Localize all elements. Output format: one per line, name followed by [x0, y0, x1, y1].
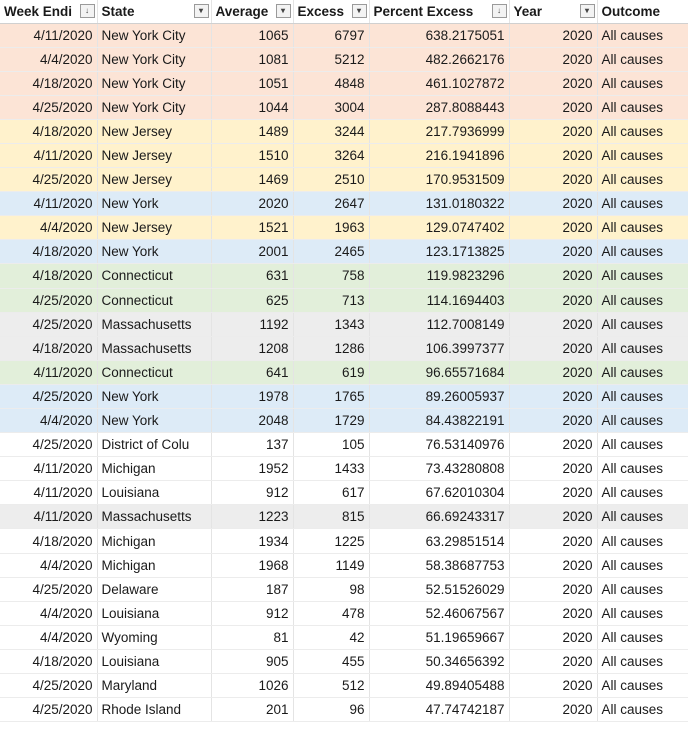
table-row[interactable] — [0, 649, 688, 673]
cell-week-ending[interactable]: 4/11/2020 — [0, 192, 97, 216]
cell-excess[interactable]: 758 — [293, 264, 369, 288]
cell-average[interactable]: 1489 — [211, 119, 293, 143]
table-row[interactable] — [0, 384, 688, 408]
cell-percent-excess[interactable]: 63.29851514 — [369, 529, 509, 553]
cell-outcome[interactable]: All causes — [597, 649, 688, 673]
cell-state[interactable]: Louisiana — [97, 481, 211, 505]
column-header-outcome[interactable] — [597, 0, 688, 23]
cell-average[interactable]: 625 — [211, 288, 293, 312]
column-header-average[interactable] — [211, 0, 293, 23]
cell-outcome[interactable]: All causes — [597, 698, 688, 722]
column-header-label: Percent Excess — [373, 3, 474, 19]
cell-year[interactable]: 2020 — [509, 23, 597, 47]
cell-year[interactable]: 2020 — [509, 168, 597, 192]
cell-average[interactable]: 912 — [211, 601, 293, 625]
cell-percent-excess[interactable]: 51.19659667 — [369, 625, 509, 649]
cell-outcome[interactable]: All causes — [597, 23, 688, 47]
table-row[interactable] — [0, 71, 688, 95]
cell-week-ending[interactable]: 4/25/2020 — [0, 95, 97, 119]
cell-average[interactable]: 641 — [211, 360, 293, 384]
cell-year[interactable]: 2020 — [509, 649, 597, 673]
cell-average[interactable]: 1521 — [211, 216, 293, 240]
cell-state[interactable]: Massachusetts — [97, 505, 211, 529]
cell-state[interactable]: New York City — [97, 95, 211, 119]
cell-average[interactable]: 1952 — [211, 457, 293, 481]
table-row[interactable] — [0, 264, 688, 288]
cell-percent-excess[interactable]: 50.34656392 — [369, 649, 509, 673]
cell-state[interactable]: New York City — [97, 47, 211, 71]
cell-state[interactable]: New York — [97, 409, 211, 433]
cell-year[interactable]: 2020 — [509, 288, 597, 312]
cell-percent-excess[interactable]: 123.1713825 — [369, 240, 509, 264]
cell-excess[interactable]: 1963 — [293, 216, 369, 240]
cell-excess[interactable]: 1433 — [293, 457, 369, 481]
cell-week-ending[interactable]: 4/25/2020 — [0, 312, 97, 336]
sort-desc-icon[interactable]: ↓ — [492, 4, 507, 18]
cell-percent-excess[interactable]: 96.65571684 — [369, 360, 509, 384]
cell-percent-excess[interactable]: 129.0747402 — [369, 216, 509, 240]
table-row[interactable] — [0, 698, 688, 722]
cell-average[interactable]: 1026 — [211, 674, 293, 698]
cell-state[interactable]: District of Colu — [97, 433, 211, 457]
cell-excess[interactable]: 98 — [293, 577, 369, 601]
cell-percent-excess[interactable]: 67.62010304 — [369, 481, 509, 505]
cell-excess[interactable]: 455 — [293, 649, 369, 673]
cell-excess[interactable]: 42 — [293, 625, 369, 649]
header-row — [0, 0, 688, 23]
cell-excess[interactable]: 619 — [293, 360, 369, 384]
cell-average[interactable]: 2020 — [211, 192, 293, 216]
cell-excess[interactable]: 713 — [293, 288, 369, 312]
cell-week-ending[interactable]: 4/18/2020 — [0, 71, 97, 95]
cell-week-ending[interactable]: 4/18/2020 — [0, 240, 97, 264]
cell-outcome[interactable]: All causes — [597, 336, 688, 360]
cell-excess[interactable]: 3004 — [293, 95, 369, 119]
table-row[interactable] — [0, 312, 688, 336]
cell-average[interactable]: 187 — [211, 577, 293, 601]
cell-excess[interactable]: 617 — [293, 481, 369, 505]
filter-dropdown-icon[interactable]: ▾ — [352, 4, 367, 18]
cell-outcome[interactable]: All causes — [597, 457, 688, 481]
cell-average[interactable]: 1510 — [211, 143, 293, 167]
cell-percent-excess[interactable]: 106.3997377 — [369, 336, 509, 360]
cell-outcome[interactable]: All causes — [597, 264, 688, 288]
cell-state[interactable]: New Jersey — [97, 119, 211, 143]
cell-week-ending[interactable]: 4/18/2020 — [0, 529, 97, 553]
cell-year[interactable]: 2020 — [509, 47, 597, 71]
cell-percent-excess[interactable]: 89.26005937 — [369, 384, 509, 408]
cell-excess[interactable]: 2647 — [293, 192, 369, 216]
cell-year[interactable]: 2020 — [509, 71, 597, 95]
cell-outcome[interactable]: All causes — [597, 143, 688, 167]
cell-excess[interactable]: 1149 — [293, 553, 369, 577]
cell-year[interactable]: 2020 — [509, 409, 597, 433]
cell-year[interactable]: 2020 — [509, 264, 597, 288]
cell-week-ending[interactable]: 4/4/2020 — [0, 216, 97, 240]
cell-state[interactable]: Rhode Island — [97, 698, 211, 722]
cell-year[interactable]: 2020 — [509, 698, 597, 722]
cell-percent-excess[interactable]: 170.9531509 — [369, 168, 509, 192]
column-header-label: Week Endi — [4, 3, 73, 19]
cell-average[interactable]: 1469 — [211, 168, 293, 192]
cell-state[interactable]: Massachusetts — [97, 336, 211, 360]
cell-state[interactable]: New York City — [97, 23, 211, 47]
cell-week-ending[interactable]: 4/4/2020 — [0, 601, 97, 625]
cell-state[interactable]: New York City — [97, 71, 211, 95]
cell-average[interactable]: 1065 — [211, 23, 293, 47]
cell-percent-excess[interactable]: 52.51526029 — [369, 577, 509, 601]
cell-week-ending[interactable]: 4/25/2020 — [0, 698, 97, 722]
cell-excess[interactable]: 4848 — [293, 71, 369, 95]
cell-state[interactable]: Connecticut — [97, 360, 211, 384]
cell-week-ending[interactable]: 4/11/2020 — [0, 505, 97, 529]
cell-state[interactable]: Michigan — [97, 529, 211, 553]
cell-year[interactable]: 2020 — [509, 119, 597, 143]
cell-excess[interactable]: 1729 — [293, 409, 369, 433]
cell-week-ending[interactable]: 4/25/2020 — [0, 674, 97, 698]
cell-percent-excess[interactable]: 66.69243317 — [369, 505, 509, 529]
cell-average[interactable]: 81 — [211, 625, 293, 649]
cell-excess[interactable]: 1765 — [293, 384, 369, 408]
cell-state[interactable]: Massachusetts — [97, 312, 211, 336]
cell-average[interactable]: 912 — [211, 481, 293, 505]
cell-state[interactable]: Louisiana — [97, 649, 211, 673]
table-row[interactable] — [0, 216, 688, 240]
cell-outcome[interactable]: All causes — [597, 553, 688, 577]
cell-week-ending[interactable]: 4/11/2020 — [0, 481, 97, 505]
cell-outcome[interactable]: All causes — [597, 71, 688, 95]
cell-excess[interactable]: 3244 — [293, 119, 369, 143]
table-row[interactable] — [0, 240, 688, 264]
cell-year[interactable]: 2020 — [509, 601, 597, 625]
cell-average[interactable]: 631 — [211, 264, 293, 288]
cell-excess[interactable]: 105 — [293, 433, 369, 457]
cell-week-ending[interactable]: 4/25/2020 — [0, 384, 97, 408]
cell-outcome[interactable]: All causes — [597, 481, 688, 505]
table-row[interactable] — [0, 625, 688, 649]
table-row[interactable] — [0, 119, 688, 143]
cell-average[interactable]: 1978 — [211, 384, 293, 408]
cell-outcome[interactable]: All causes — [597, 577, 688, 601]
cell-week-ending[interactable]: 4/18/2020 — [0, 336, 97, 360]
cell-year[interactable]: 2020 — [509, 384, 597, 408]
cell-year[interactable]: 2020 — [509, 95, 597, 119]
cell-average[interactable]: 1208 — [211, 336, 293, 360]
cell-week-ending[interactable]: 4/18/2020 — [0, 119, 97, 143]
cell-year[interactable]: 2020 — [509, 625, 597, 649]
cell-week-ending[interactable]: 4/18/2020 — [0, 649, 97, 673]
cell-outcome[interactable]: All causes — [597, 168, 688, 192]
cell-state[interactable]: New Jersey — [97, 168, 211, 192]
cell-average[interactable]: 1223 — [211, 505, 293, 529]
cell-week-ending[interactable]: 4/4/2020 — [0, 409, 97, 433]
cell-outcome[interactable]: All causes — [597, 384, 688, 408]
cell-state[interactable]: Wyoming — [97, 625, 211, 649]
cell-outcome[interactable]: All causes — [597, 409, 688, 433]
column-header-percent-excess[interactable] — [369, 0, 509, 23]
table-row[interactable] — [0, 481, 688, 505]
column-header-state[interactable] — [97, 0, 211, 23]
cell-average[interactable]: 137 — [211, 433, 293, 457]
cell-outcome[interactable]: All causes — [597, 240, 688, 264]
cell-year[interactable]: 2020 — [509, 481, 597, 505]
table-row[interactable] — [0, 47, 688, 71]
cell-year[interactable]: 2020 — [509, 216, 597, 240]
filter-dropdown-icon[interactable]: ▾ — [580, 4, 595, 18]
cell-average[interactable]: 1192 — [211, 312, 293, 336]
cell-percent-excess[interactable]: 76.53140976 — [369, 433, 509, 457]
table-row[interactable] — [0, 360, 688, 384]
cell-outcome[interactable]: All causes — [597, 119, 688, 143]
cell-percent-excess[interactable]: 119.9823296 — [369, 264, 509, 288]
cell-state[interactable]: New York — [97, 192, 211, 216]
table-row[interactable] — [0, 336, 688, 360]
cell-week-ending[interactable]: 4/11/2020 — [0, 360, 97, 384]
cell-excess[interactable]: 5212 — [293, 47, 369, 71]
cell-average[interactable]: 1051 — [211, 71, 293, 95]
cell-week-ending[interactable]: 4/25/2020 — [0, 577, 97, 601]
table-row[interactable] — [0, 529, 688, 553]
cell-excess[interactable]: 3264 — [293, 143, 369, 167]
cell-week-ending[interactable]: 4/11/2020 — [0, 457, 97, 481]
cell-year[interactable]: 2020 — [509, 577, 597, 601]
cell-outcome[interactable]: All causes — [597, 529, 688, 553]
cell-outcome[interactable]: All causes — [597, 216, 688, 240]
column-header-year[interactable] — [509, 0, 597, 23]
cell-average[interactable]: 1044 — [211, 95, 293, 119]
table-row[interactable] — [0, 433, 688, 457]
table-row[interactable] — [0, 553, 688, 577]
cell-week-ending[interactable]: 4/11/2020 — [0, 23, 97, 47]
cell-average[interactable]: 1081 — [211, 47, 293, 71]
column-header-label: Outcome — [601, 3, 661, 19]
cell-week-ending[interactable]: 4/4/2020 — [0, 47, 97, 71]
cell-state[interactable]: Michigan — [97, 457, 211, 481]
cell-average[interactable]: 1968 — [211, 553, 293, 577]
cell-average[interactable]: 2048 — [211, 409, 293, 433]
cell-percent-excess[interactable]: 47.74742187 — [369, 698, 509, 722]
cell-outcome[interactable]: All causes — [597, 312, 688, 336]
cell-outcome[interactable]: All causes — [597, 95, 688, 119]
cell-percent-excess[interactable]: 112.7008149 — [369, 312, 509, 336]
table-row[interactable] — [0, 601, 688, 625]
cell-year[interactable]: 2020 — [509, 553, 597, 577]
cell-excess[interactable]: 1343 — [293, 312, 369, 336]
cell-percent-excess[interactable]: 84.43822191 — [369, 409, 509, 433]
cell-percent-excess[interactable]: 49.89405488 — [369, 674, 509, 698]
cell-week-ending[interactable]: 4/25/2020 — [0, 433, 97, 457]
cell-excess[interactable]: 2510 — [293, 168, 369, 192]
cell-state[interactable]: Michigan — [97, 553, 211, 577]
cell-outcome[interactable]: All causes — [597, 47, 688, 71]
cell-excess[interactable]: 2465 — [293, 240, 369, 264]
cell-year[interactable]: 2020 — [509, 505, 597, 529]
cell-state[interactable]: New York — [97, 384, 211, 408]
cell-excess[interactable]: 512 — [293, 674, 369, 698]
cell-outcome[interactable]: All causes — [597, 625, 688, 649]
table-body — [0, 23, 688, 722]
cell-year[interactable]: 2020 — [509, 336, 597, 360]
cell-excess[interactable]: 815 — [293, 505, 369, 529]
cell-percent-excess[interactable]: 114.1694403 — [369, 288, 509, 312]
cell-state[interactable]: New Jersey — [97, 143, 211, 167]
cell-state[interactable]: Connecticut — [97, 288, 211, 312]
table-row[interactable] — [0, 505, 688, 529]
cell-outcome[interactable]: All causes — [597, 505, 688, 529]
cell-year[interactable]: 2020 — [509, 192, 597, 216]
cell-average[interactable]: 201 — [211, 698, 293, 722]
cell-outcome[interactable]: All causes — [597, 601, 688, 625]
cell-state[interactable]: Louisiana — [97, 601, 211, 625]
cell-percent-excess[interactable]: 216.1941896 — [369, 143, 509, 167]
column-header-excess[interactable] — [293, 0, 369, 23]
cell-percent-excess[interactable]: 287.8088443 — [369, 95, 509, 119]
cell-week-ending[interactable]: 4/4/2020 — [0, 553, 97, 577]
cell-state[interactable]: Maryland — [97, 674, 211, 698]
cell-state[interactable]: New York — [97, 240, 211, 264]
cell-percent-excess[interactable]: 217.7936999 — [369, 119, 509, 143]
cell-average[interactable]: 905 — [211, 649, 293, 673]
cell-excess[interactable]: 478 — [293, 601, 369, 625]
column-header-label: Average — [215, 3, 269, 19]
cell-year[interactable]: 2020 — [509, 312, 597, 336]
cell-percent-excess[interactable]: 52.46067567 — [369, 601, 509, 625]
cell-percent-excess[interactable]: 461.1027872 — [369, 71, 509, 95]
cell-year[interactable]: 2020 — [509, 457, 597, 481]
cell-percent-excess[interactable]: 58.38687753 — [369, 553, 509, 577]
column-header-label: Year — [513, 3, 543, 19]
cell-average[interactable]: 2001 — [211, 240, 293, 264]
cell-week-ending[interactable]: 4/11/2020 — [0, 143, 97, 167]
cell-year[interactable]: 2020 — [509, 143, 597, 167]
cell-outcome[interactable]: All causes — [597, 192, 688, 216]
cell-week-ending[interactable]: 4/25/2020 — [0, 168, 97, 192]
cell-state[interactable]: Connecticut — [97, 264, 211, 288]
table-row[interactable] — [0, 457, 688, 481]
cell-state[interactable]: Delaware — [97, 577, 211, 601]
cell-outcome[interactable]: All causes — [597, 433, 688, 457]
cell-percent-excess[interactable]: 131.0180322 — [369, 192, 509, 216]
table-row[interactable] — [0, 288, 688, 312]
cell-state[interactable]: New Jersey — [97, 216, 211, 240]
cell-year[interactable]: 2020 — [509, 674, 597, 698]
cell-excess[interactable]: 96 — [293, 698, 369, 722]
column-header-label: Excess — [297, 3, 345, 19]
table-row[interactable] — [0, 577, 688, 601]
table-row[interactable] — [0, 192, 688, 216]
filter-dropdown-icon[interactable]: ▾ — [194, 4, 209, 18]
cell-percent-excess[interactable]: 638.2175051 — [369, 23, 509, 47]
cell-excess[interactable]: 6797 — [293, 23, 369, 47]
cell-average[interactable]: 1934 — [211, 529, 293, 553]
filter-dropdown-icon[interactable]: ▾ — [276, 4, 291, 18]
cell-year[interactable]: 2020 — [509, 529, 597, 553]
cell-week-ending[interactable]: 4/4/2020 — [0, 625, 97, 649]
cell-excess[interactable]: 1225 — [293, 529, 369, 553]
cell-outcome[interactable]: All causes — [597, 288, 688, 312]
cell-year[interactable]: 2020 — [509, 433, 597, 457]
cell-excess[interactable]: 1286 — [293, 336, 369, 360]
cell-week-ending[interactable]: 4/18/2020 — [0, 264, 97, 288]
cell-percent-excess[interactable]: 482.2662176 — [369, 47, 509, 71]
cell-year[interactable]: 2020 — [509, 240, 597, 264]
sort-desc-icon[interactable]: ↓ — [80, 4, 95, 18]
cell-outcome[interactable]: All causes — [597, 674, 688, 698]
cell-year[interactable]: 2020 — [509, 360, 597, 384]
cell-percent-excess[interactable]: 73.43280808 — [369, 457, 509, 481]
table-row[interactable] — [0, 674, 688, 698]
table-row[interactable] — [0, 168, 688, 192]
cell-week-ending[interactable]: 4/25/2020 — [0, 288, 97, 312]
table-row[interactable] — [0, 409, 688, 433]
cell-outcome[interactable]: All causes — [597, 360, 688, 384]
column-header-week-ending[interactable] — [0, 0, 97, 23]
column-header-label: State — [101, 3, 135, 19]
table-row[interactable] — [0, 23, 688, 47]
table-row[interactable] — [0, 143, 688, 167]
table-row[interactable] — [0, 95, 688, 119]
